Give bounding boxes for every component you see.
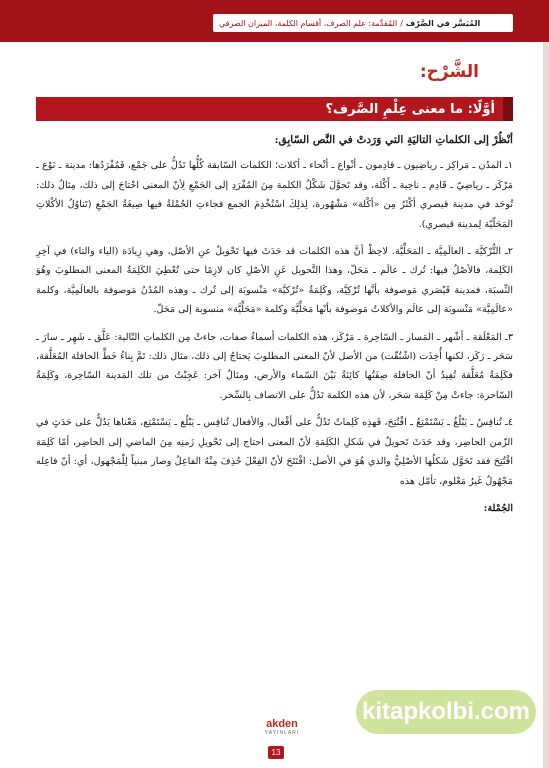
paragraph-ending: الجُمْلة: [483,502,513,514]
watermark: kitapkolbi.com [356,690,536,734]
page-number: 13 [268,746,284,759]
header-separator: / [400,18,403,28]
section-heading: الشَّرْح: [419,62,479,82]
book-title: المُيَسَّر في الصَّرْف [405,18,481,28]
lead-instruction: أنْظُرْ إلى الكلماتِ التاليَةِ التي وَرَدتْ في النَّص السّابِق: [274,134,513,146]
body-text [36,131,513,518]
question-banner [36,97,513,121]
publisher-name: akden [266,718,298,730]
page-header [0,0,549,42]
paragraph-2: ٢ـ التُّرْكيَّة ـ العالَمِيَّة ـ المَحَلِّيَّة. لاحِظْ أنَّ هذه الكلمات قد حَدَثَ فيها تَحْويلٌ عنِ الأصْل، وهي زِيادَة (الياء والتاء) في آخِرِ الكَلِمة، فالأصْلُ فيها: تُرك ـ عالَم ـ مَحَلّ، وهذا التَّحويل عَنِ الأصْلِ كان لازِمًا حتى تُعْطِيَ الكَلِمَةُ المعنى المطلوبَ وهُوَ النِّسبَة، فمدينة قَيْصَري مَوصوفة بأنَّها تُرْكِيَّة، وكَلِمَةُ «تُرْكيَّة» مَنْسوبَة إلى تُرك ـ وهذه المُدُنُ مَوصوفة بالعالَمِيَّة، وكلمة «عالَمِيَّة» مَنْسوبَة إلى عالَم والأكلاتُ مَوصوفة بأنّها مَحَلِّيَّة وكلمة «مَحَلِّيَّة» منسوبة إلى مَحَلّ. [36,246,513,316]
publisher-subtitle: YAYINLARI [264,730,300,736]
paragraph-4: ٤ـ تُنافِسُ ـ يَبْلُغُ ـ يَسْتَمْتِعُ ـ افْتُتِحَ، فَهذِه كَلِماتٌ تَدُلُّ على أفْعال، والأفعال تُنافِس ـ يَبْلُغ ـ يَسْتَمْتِع، مَعْناها يَدُلُّ على حَدَثٍ في الزّمن الحاضِر، وقد حَدَثَ تَحويلٌ في شَكلِ الكَلِمَةِ لأنّ المعنى احتاج إلى تَحْويلِ زَمنِه مِنَ الماضي إلى الحاضِر، أمّا كَلِمَة افْتُتِحَ فقد تَحَوَّل شَكلُها الأصْلِيُّ والذي هُوَ في الأصل: افْتَتَحَ لأنّ الفِعْلَ حُذِفَ مِنْهُ الفاعِلُ وصار مبنياً لِلْمَجْهول، أي: أنّ فاعِله مَجْهُولٌ غَيرُ مَعْلوم، تأمّل هذه [36,417,513,487]
question-text: أوَّلًا: ما معنى عِلْمِ الصَّرف؟ [325,101,495,117]
chapter-title: المُقدِّمة: علم الصرف، أقسام الكلمة، الميزان الصرفي [219,18,398,28]
header-title-bar [213,14,513,32]
publisher-logo [262,718,302,736]
paragraph-3: ٣ـ المَعْلَقة ـ أشْهر ـ المَسار ـ السّاحِرة ـ مَرْكَز، هذه الكلمات أسماءُ صفات، جاءتْ مِن الكلماتِ التّالية: عَلَّق ـ شَهِر ـ سارَ ـ سَحَر ـ رَكَز، لكنها أُخِذَت (اشْتُقّت) من الأصل لأنّ المعنى المطلوبَ يَحتاجُ إلى ذلك، مثال ذلك: تَمَّ بِناءُ خَطِّ الحافلة المُعَلَّقة، فكَلِمَةُ مُعَلَّقة تُفِيدُ أنّ الحافلة صِفَتُها كائِنَةٌ بَيْنَ السّماء والأرض، ومثالٌ آخر: عَجِبْتُ من تلك المَدينة السّاحِرة، وكَلِمَةُ السّاحرة: جاءتْ مِنْ كَلِمَة سَحَر، لأن هذه الكلمة تَدُلُّ على الاتصاف بِالسِّحر. [36,331,513,401]
page-edge-strip [543,42,549,768]
paragraph-1: ١ـ المدُن ـ مَراكِز ـ رياضِيون ـ قادِمون ـ أنْواع ـ أنْحاء ـ أكلات؛ الكلمات السّابقة كُلُّها تَدُلُّ على جَمْع، فَمُفْرَدُها: مدينة ـ نَوْع ـ مَرْكَز ـ رياضِيّ ـ قَادِم ـ ناحِية ـ أَكْلة، وقد تَحوَّلَ شَكْلُ الكلمة مِنَ المُفْرَدِ إلى الجَمْعِ لِأنّ المعنى احْتاجَ إلى ذلك، مِثالُ ذلك: تُوجَد في مدينة قيصري أكْثَرُ مِن «أكْلة» مَشْهُورة، لِذلِكَ اسْتُخْدِمَ الجمع فجاءتِ الجُمْلةُ فيها صِيغَةُ الجَمْعِ (تَناوُلُ الأكْلاتِ المَحَلّيّة لِمدينة قيصري). [36,160,513,230]
